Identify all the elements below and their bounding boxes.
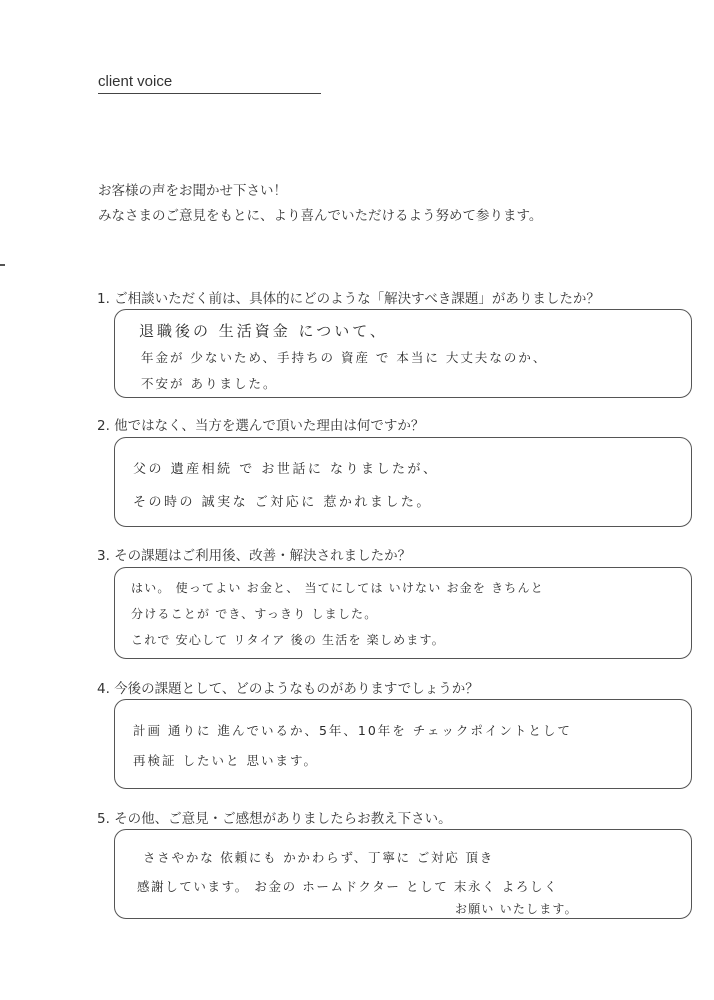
answer-5-line-1: ささやかな 依頼にも かかわらず、丁寧に ご対応 頂き	[143, 850, 494, 865]
question-5-label: 5. その他、ご意見・ご感想がありましたらお教え下さい。	[97, 811, 452, 827]
answer-1-line-2: 年金が 少ないため、手持ちの 資産 で 本当に 大丈夫なのか、	[141, 350, 548, 365]
answer-box-1	[114, 309, 692, 398]
answer-5-line-3: お願い いたします。	[455, 902, 578, 916]
answer-4-line-1: 計画 通りに 進んでいるか、5年、10年を チェックポイントとして	[133, 723, 572, 738]
question-4-label: 4. 今後の課題として、どのようなものがありますでしょうか？	[97, 681, 479, 697]
edge-mark	[0, 264, 5, 266]
question-1-label: 1. ご相談いただく前は、具体的にどのような「解決すべき課題」がありましたか？	[97, 291, 600, 307]
answer-4-line-2: 再検証 したいと 思います。	[133, 753, 318, 768]
answer-2-line-1: 父の 遺産相続 で お世話に なりましたが、	[133, 462, 439, 477]
answer-1-line-3: 不安が ありました。	[141, 376, 278, 391]
header-label: client voice	[98, 73, 173, 90]
question-2-label: 2. 他ではなく、当方を選んで頂いた理由は何ですか？	[97, 418, 425, 434]
answer-1-line-1: 退職後の 生活資金 について、	[139, 322, 388, 340]
answer-2-line-2: その時の 誠実な ご対応に 惹かれました。	[133, 495, 432, 510]
answer-box-5	[114, 829, 692, 919]
answer-3-line-1: はい。 使ってよい お金と、 当てにしては いけない お金を きちんと	[131, 581, 544, 595]
header-underline	[98, 93, 321, 94]
answer-3-line-2: 分けることが でき、すっきり しました。	[131, 607, 378, 621]
answer-box-4	[114, 699, 692, 789]
answer-box-2	[114, 437, 692, 527]
intro-line-1: お客様の声をお聞かせ下さい！	[98, 183, 287, 199]
question-3-label: 3. その課題はご利用後、改善・解決されましたか？	[97, 548, 412, 564]
answer-box-3	[114, 567, 692, 659]
answer-5-line-2: 感謝しています。 お金の ホームドクター として 末永く よろしく	[137, 879, 559, 894]
intro-line-2: みなさまのご意見をもとに、より喜んでいただけるよう努めて参ります。	[98, 208, 543, 224]
answer-3-line-3: これで 安心して リタイア 後の 生活を 楽しめます。	[131, 633, 445, 647]
